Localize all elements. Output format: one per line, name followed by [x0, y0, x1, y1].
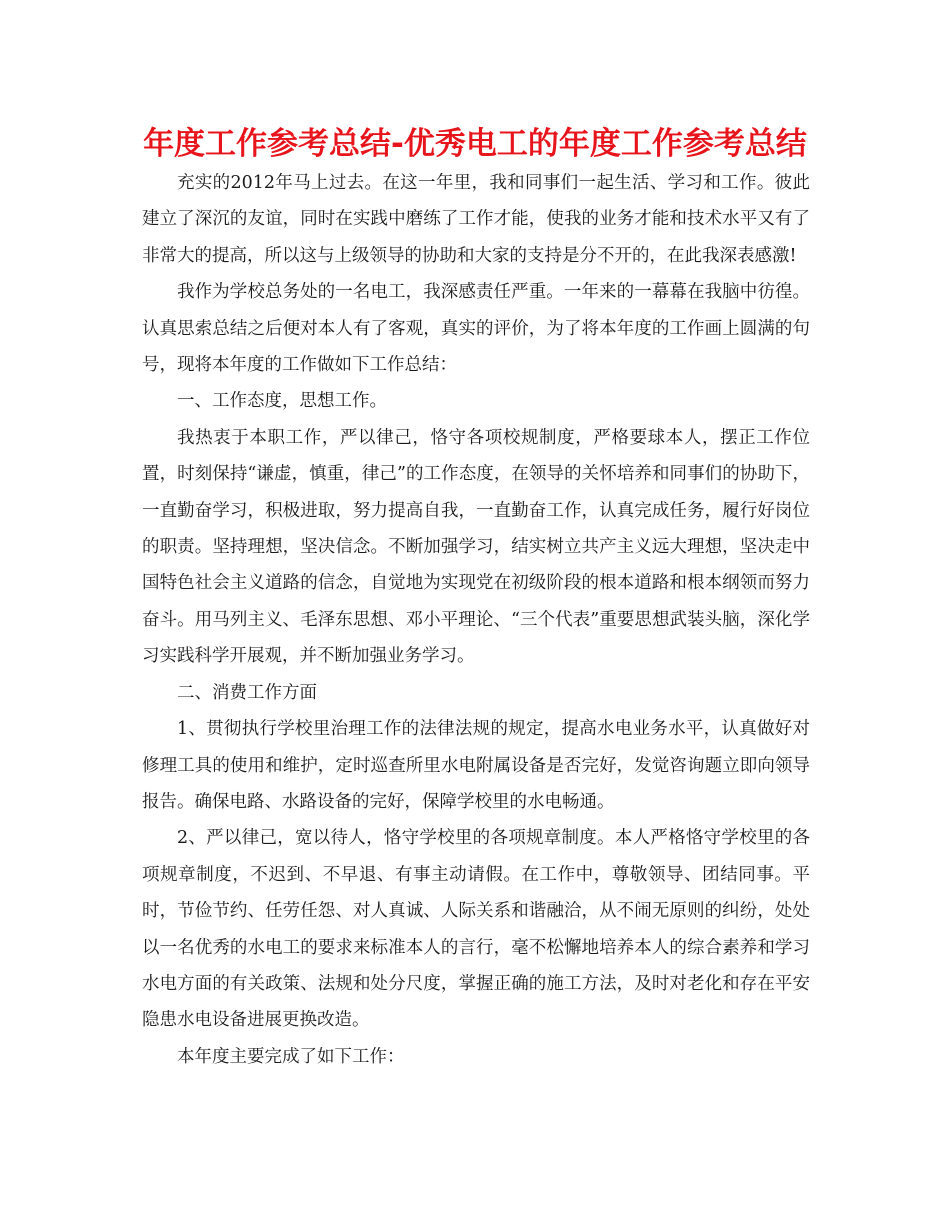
paragraph-1: 充实的2012年马上过去。在这一年里，我和同事们一起生活、学习和工作。彼此建立了深沉的友谊，同时在实践中磨练了工作才能，使我的业务才能和技术水平又有了非常大的提高，所以这与上级领导的协助和大家的支持是分不开的，在此我深表感激! [142, 173, 810, 266]
document-body [142, 165, 810, 1075]
paragraph-4: 1、贯彻执行学校里治理工作的法律法规的规定，提高水电业务水平，认真做好对修理工具的使用和维护，定时巡查所里水电附属设备是否完好，发觉咨询题立即向领导报告。确保电路、水路设备的完好，保障学校里的水电畅通。 [142, 719, 810, 812]
paragraph-6: 本年度主要完成了如下工作： [177, 1046, 405, 1067]
document-title: 年度工作参考总结-优秀电工的年度工作参考总结 [143, 126, 807, 162]
paragraph-2: 我作为学校总务处的一名电工，我深感责任严重。一年来的一幕幕在我脑中彷徨。认真思索总结之后便对本人有了客观，真实的评价，为了将本年度的工作画上圆满的句号，现将本年度的工作做如下工作总结： [142, 282, 810, 376]
section-heading-1: 一、工作态度，思想工作。 [177, 391, 387, 412]
paragraph-5: 2、严以律己，宽以待人，恪守学校里的各项规章制度。本人严格恪守学校里的各项规章制度，不迟到、不早退、有事主动请假。在工作中，尊敬领导、团结同事。平时，节俭节约、任劳任怨、对人真诚、人际关系和谐融洽，从不闹无原则的纠纷，处处以一名优秀的水电工的要求来标准本人的言行，毫不松懈地培养本人的综合素养和学习水电方面的有关政策、法规和处分尺度，掌握正确的施工方法，及时对老化和存在平安隐患水电设备进展更换改造。 [142, 828, 810, 1031]
section-heading-2: 二、消费工作方面 [177, 682, 317, 703]
paragraph-3: 我热衷于本职工作，严以律己，恪守各项校规制度，严格要球本人，摆正工作位置，时刻保持“谦虚，慎重，律己”的工作态度，在领导的关怀培养和同事们的协助下，一直勤奋学习，积极进取，努力提高自我，一直勤奋工作，认真完成任务，履行好岗位的职责。坚持理想，坚决信念。不断加强学习，结实树立共产主义远大理想，坚决走中国特色社会主义道路的信念，自觉地为实现党在初级阶段的根本道路和根本纲领而努力奋斗。用马列主义、毛泽东思想、邓小平理论、“三个代表”重要思想武装头脑，深化学习实践科学开展观，并不断加强业务学习。 [142, 427, 810, 667]
